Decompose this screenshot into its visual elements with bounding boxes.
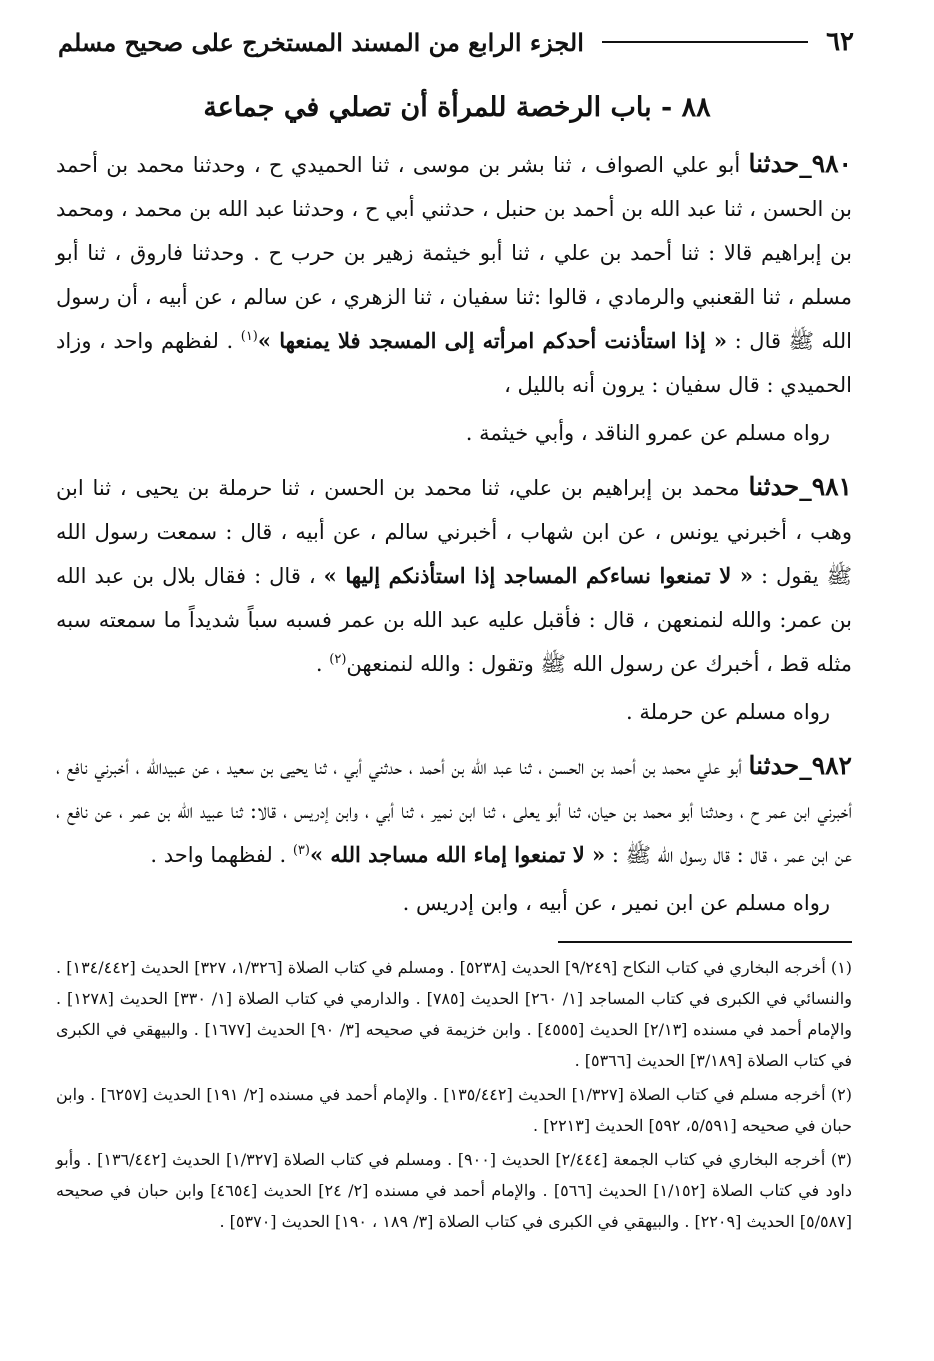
hadith-text <box>56 744 852 877</box>
running-title: الجزء الرابع من المسند المستخرج على صحيح مسلم <box>58 27 584 57</box>
hadith-982 <box>56 744 852 925</box>
hadith-end: . <box>315 652 330 676</box>
hadith-980 <box>56 142 852 455</box>
riwaya-note: رواه مسلم عن حرملة . <box>626 700 830 724</box>
running-header <box>58 22 854 62</box>
footnote-marker: (٣) <box>292 843 310 858</box>
hadith-text <box>56 142 852 407</box>
riwaya-note: رواه مسلم عن ابن نمير ، عن أبيه ، وابن إدريس . <box>402 891 830 915</box>
hadith-continuation: ، قال : فقال بلال بن عبد الله بن عمر: والله لنمنعهن ، قال : فأقبل عليه عبد الله بن عمر فسبه سباً شديداً ما سمعته سبه مثله قط ، أخبرك عن رسول الله ﷺ وتقول : والله لنمنعهن <box>56 564 852 676</box>
footnote-1: (١) أخرجه البخاري في كتاب النكاح [٩/٢٤٩] الحديث [٥٢٣٨] . ومسلم في كتاب الصلاة [١/٣٢٦، ٣٢٧] الحديث [١٣٤/٤٤٢] . والنسائي في الكبرى في كتاب المساجد [١/ ٢٦٠] الحديث [٧٨٥] . والدارمي في كتاب الصلاة [١/ ٣٣٠] الحديث [١٢٧٨] . والإمام أحمد في مسنده [٢/١٣] الحديث [٤٥٥٥] . وابن خزيمة في صحيحه [٣/ ٩٠] الحديث [١٦٧٧] . والبيهقي في الكبرى في كتاب الصلاة [٣/١٨٩] الحديث [٥٣٦٦] . <box>56 958 853 1070</box>
hadith-number: ٩٨٢_ <box>799 751 852 780</box>
chapter-title: ٨٨ - باب الرخصة للمرأة أن تصلي في جماعة <box>203 92 711 123</box>
haddathana-word: حدثنا <box>748 149 800 178</box>
haddathana-word: حدثنا <box>748 751 800 780</box>
hadith-isnad: أبو علي الصواف ، ثنا بشر بن موسى ، ثنا الحميدي ح ، وحدثنا محمد بن أحمد بن الحسن ، ثنا عبد الله بن أحمد بن حنبل ، حدثني أبي ح ، وحدثنا عبد الله بن محمد ، ومحمد بن إبراهيم قالا : ثنا أحمد بن علي ، ثنا أبو خيثمة زهير بن حرب ح . وحدثنا فاروق ، ثنا أبو مسلم ، ثنا القعنبي والرمادي ، قالوا :ثنا سفيان ، ثنا الزهري ، عن سالم ، عن أبيه ، أن رسول الله ﷺ قال : <box>56 153 852 353</box>
hadith-isnad: أبو علي محمد بن أحمد بن الحسن ، ثنا عبد الله بن أحمد ، حدثني أبي ، ثنا يحيى بن سعيد ، عن عبيدالله ، أخبرني نافع ، أخبرني ابن عمر ح ، وحدثنا أبو محمد بن حيان، ثنا أبو يعلى ، ثنا ابن نمير ، ثنا أبي ، وابن إدريس ، قالا: ثنا عبيد الله بن عمر ، عن نافع ، عن ابن عمر ، قال : قال رسول الله ﷺ : <box>56 755 852 867</box>
hadith-981 <box>56 465 852 734</box>
hadith-matn: « إذا استأذنت أحدكم امرأته إلى المسجد فلا يمنعها » <box>257 328 728 353</box>
hadith-continuation: . لفظهما واحد . <box>150 843 293 867</box>
footnote-marker: (١) <box>240 329 258 344</box>
footnote-3: (٣) أخرجه البخاري في كتاب الجمعة [٢/٤٤٤] الحديث [٩٠٠] . ومسلم في كتاب الصلاة [١/٣٢٧] الحديث [١٣٦/٤٤٢] . وأبو داود في كتاب الصلاة [١/١٥٢] الحديث [٥٦٦] . والإمام أحمد في مسنده [٢/ ٢٤] الحديث [٤٦٥٤] وابن حبان في صحيحه [٥/٥٨٧] الحديث [٢٢٠٩] . والبيهقي في الكبرى في كتاب الصلاة [٣/ ١٨٩ ، ١٩٠] الحديث [٥٣٧٠] . <box>56 1150 853 1231</box>
header-rule <box>602 41 808 43</box>
hadith-text <box>56 465 852 686</box>
hadith-matn: « لا تمنعوا نساءكم المساجد إذا استأذنكم إليها » <box>323 563 753 588</box>
riwaya-note: رواه مسلم عن عمرو الناقد ، وأبي خيثمة . <box>465 421 830 445</box>
hadith-isnad: محمد بن إبراهيم بن علي، ثنا محمد بن الحسن ، ثنا حرملة بن يحيى ، ثنا ابن وهب ، أخبرني يونس ، عن ابن شهاب ، أخبرني سالم ، عن أبيه ، قال : سمعت رسول الله ﷺ يقول : <box>56 476 852 588</box>
hadith-continuation: . لفظهم واحد ، وزاد الحميدي : قال سفيان : يرون أنه بالليل ، <box>56 329 852 397</box>
footnote-separator <box>558 941 852 943</box>
page-number: ٦٢ <box>826 27 854 57</box>
hadith-number: ٩٨١_ <box>799 472 852 501</box>
hadith-body <box>56 142 852 935</box>
footnotes <box>56 952 852 1240</box>
footnote-marker: (٢) <box>329 652 347 667</box>
haddathana-word: حدثنا <box>748 472 800 501</box>
footnote-2: (٢) أخرجه مسلم في كتاب الصلاة [١/٣٢٧] الحديث [١٣٥/٤٤٢] . والإمام أحمد في مسنده [٢/ ١٩١] الحديث [٦٢٥٧] . وابن حبان في صحيحه [٥/٥٩١، ٥٩٢] الحديث [٢٢١٣] . <box>56 1085 852 1135</box>
hadith-number: ٩٨٠_ <box>799 149 852 178</box>
hadith-matn: « لا تمنعوا إماء الله مساجد الله » <box>309 842 606 867</box>
